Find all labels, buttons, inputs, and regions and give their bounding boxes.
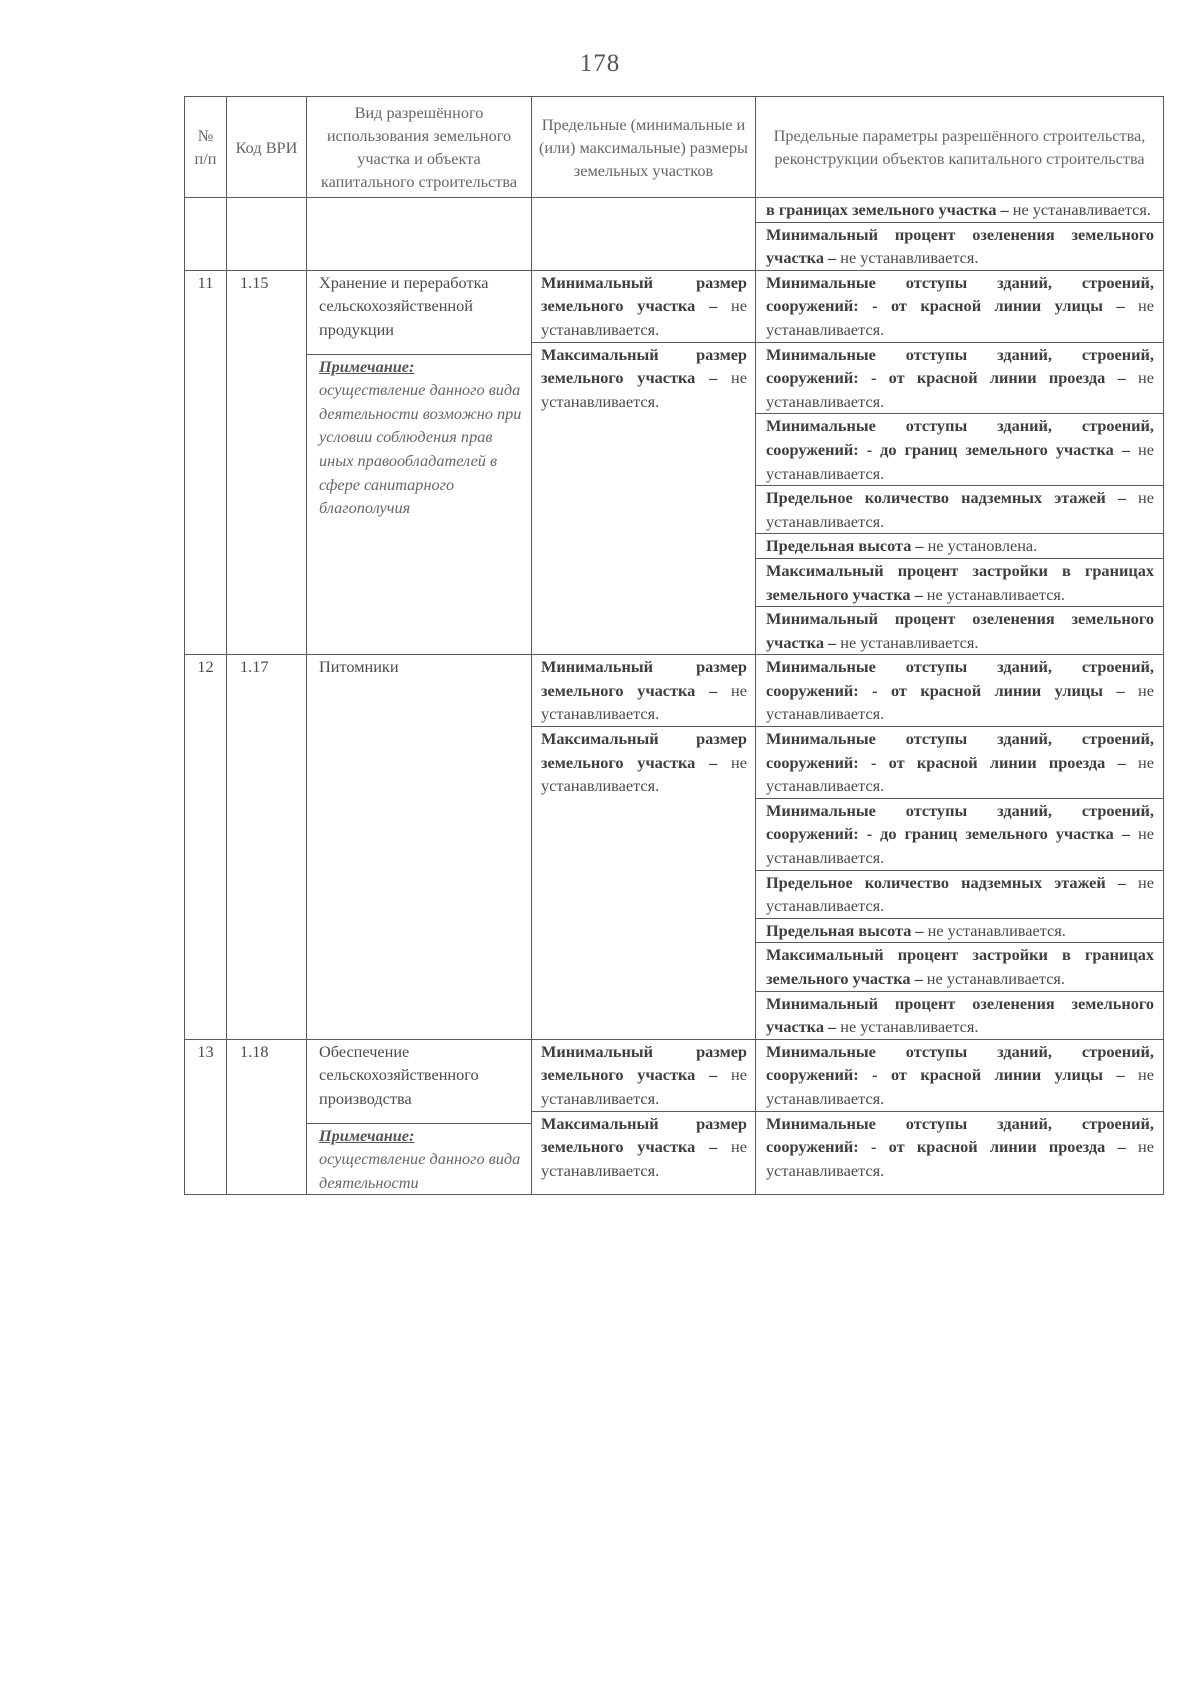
use-block: [319, 271, 525, 342]
size-label: Максимальный размер земельного участка –: [541, 1113, 747, 1157]
cell-code: 1.15: [227, 270, 307, 655]
param-value: не устанавливается.: [836, 632, 979, 652]
cell-num: 13: [185, 1039, 227, 1195]
param-entry: [756, 486, 1163, 534]
param-label: Минимальные отступы зданий, строений, сооружений: - от красной линии проезда –: [766, 1113, 1154, 1157]
cell-use: [307, 1039, 532, 1195]
cell-size: [532, 655, 756, 1040]
header-size: Предельные (минимальные и (или) максимальные) размеры земельных участков: [532, 97, 756, 198]
param-entry: [756, 992, 1163, 1039]
param-entry: [756, 343, 1163, 415]
cell-use: [307, 198, 532, 271]
param-entry: [756, 534, 1163, 559]
use-name: Питомники: [319, 657, 399, 677]
param-value: не устанавливается.: [766, 296, 1154, 339]
size-value: не устанавливается.: [541, 296, 747, 339]
note-text: осуществление данного вида деятельности возможно при условии соблюдения прав иных правообладателей в сфере санитарного благополучия: [319, 380, 522, 518]
param-value: не устанавливается.: [766, 1065, 1154, 1108]
page-number: 178: [579, 50, 621, 77]
cell-params: [756, 655, 1164, 1040]
size-block: [532, 1111, 755, 1183]
table-row: [185, 655, 1164, 1040]
size-label: Максимальный размер земельного участка –: [541, 344, 747, 388]
size-value: не устанавливается.: [541, 680, 747, 724]
cell-use: [307, 655, 532, 1040]
size-block: [532, 342, 755, 414]
table-body: [185, 198, 1164, 1195]
param-value: не устанавливается.: [1008, 200, 1151, 219]
use-name: Хранение и переработка сельскохозяйственной продукции: [319, 272, 489, 339]
header-use: Вид разрешённого использования земельного участка и объекта капитального строительства: [307, 97, 532, 198]
header-code: Код ВРИ: [227, 97, 307, 198]
param-value: не устанавливается.: [766, 872, 1154, 916]
param-label: Предельное количество надземных этажей –: [766, 488, 1126, 508]
param-entry: [756, 414, 1163, 486]
param-entry: [756, 871, 1163, 919]
param-entry: [756, 655, 1163, 727]
cell-params: [756, 198, 1164, 271]
size-label: Максимальный размер земельного участка –: [541, 729, 747, 772]
size-label: Минимальный размер земельного участка –: [541, 272, 747, 316]
cell-num: 12: [185, 655, 227, 1040]
param-value: не установлена.: [923, 536, 1038, 556]
param-label: Предельная высота –: [766, 920, 924, 940]
note-heading: Примечание:: [319, 1125, 415, 1145]
param-value: не устанавливается.: [766, 488, 1154, 531]
size-label: Минимальный размер земельного участка –: [541, 1041, 747, 1085]
param-label: Максимальный процент застройки в границах земельного участка –: [766, 560, 1154, 604]
table-row: [185, 1039, 1164, 1195]
header-params: Предельные параметры разрешённого строительства, реконструкции объектов капитального строительства: [756, 97, 1164, 198]
cell-code: 1.17: [227, 655, 307, 1040]
table-header-row: [185, 97, 1164, 198]
param-label: Минимальные отступы зданий, строений, сооружений: - от красной линии улицы –: [766, 1041, 1154, 1085]
use-name: Обеспечение сельскохозяйственного производства: [319, 1041, 479, 1108]
cell-params: [756, 270, 1164, 655]
table-row: [185, 198, 1164, 271]
param-label: Минимальные отступы зданий, строений, сооружений: - до границ земельного участка –: [766, 416, 1154, 459]
table-row: [185, 270, 1164, 655]
param-label: Минимальные отступы зданий, строений, сооружений: - от красной линии проезда –: [766, 729, 1154, 772]
param-entry: [756, 1112, 1163, 1183]
use-block: [319, 655, 525, 679]
param-entry: [756, 799, 1163, 871]
param-value: не устанавливается.: [766, 680, 1154, 724]
note-heading: Примечание:: [319, 356, 415, 376]
param-label: Минимальный процент озеленения земельного участка –: [766, 609, 1154, 652]
cell-size: [532, 198, 756, 271]
param-label: Минимальные отступы зданий, строений, сооружений: - от красной линии проезда –: [766, 344, 1154, 388]
param-entry: [756, 223, 1163, 270]
header-num: № п/п: [185, 97, 227, 198]
param-entry: [756, 198, 1163, 223]
regulations-table: [184, 96, 1164, 1195]
cell-code: [227, 198, 307, 271]
cell-code: 1.18: [227, 1039, 307, 1195]
cell-size: [532, 1039, 756, 1195]
param-label: Предельная высота –: [766, 536, 924, 556]
cell-num: 11: [185, 270, 227, 655]
param-label: Минимальный процент озеленения земельного участка –: [766, 224, 1154, 268]
size-block: [532, 726, 755, 798]
cell-use: [307, 270, 532, 655]
size-block: [541, 655, 747, 726]
cell-size: [532, 270, 756, 655]
size-value: не устанавливается.: [541, 1137, 747, 1180]
param-label: Минимальные отступы зданий, строений, сооружений: - от красной линии улицы –: [766, 657, 1154, 700]
param-entry: [756, 607, 1163, 654]
size-value: не устанавливается.: [541, 1065, 747, 1108]
size-value: не устанавливается.: [541, 368, 747, 411]
use-block: [319, 1040, 525, 1111]
param-label: Предельное количество надземных этажей –: [766, 872, 1126, 892]
param-entry: [756, 271, 1163, 343]
size-block: [541, 1040, 747, 1111]
size-label: Минимальный размер земельного участка –: [541, 657, 747, 700]
cell-params: [756, 1039, 1164, 1195]
param-label: в границах земельного участка –: [766, 200, 1009, 219]
param-value: не устанавливается.: [922, 969, 1065, 988]
param-value: не устанавливается.: [836, 1017, 979, 1037]
param-value: не устанавливается.: [766, 368, 1154, 411]
param-value: не устанавливается.: [922, 584, 1065, 604]
param-entry: [756, 559, 1163, 607]
param-label: Минимальные отступы зданий, строений, сооружений: - от красной линии улицы –: [766, 272, 1154, 316]
size-block: [541, 271, 747, 342]
param-entry: [756, 919, 1163, 944]
param-entry: [756, 1040, 1163, 1112]
use-block: [307, 354, 531, 520]
param-label: Максимальный процент застройки в границах земельного участка –: [766, 945, 1154, 988]
param-value: не устанавливается.: [923, 920, 1066, 940]
param-entry: [756, 727, 1163, 799]
param-value: не устанавливается.: [766, 1137, 1154, 1180]
param-value: не устанавливается.: [766, 439, 1154, 483]
param-entry: [756, 943, 1163, 991]
param-value: не устанавливается.: [766, 824, 1154, 868]
param-value: не устанавливается.: [766, 752, 1154, 796]
use-block: [307, 1123, 531, 1195]
note-text: осуществление данного вида деятельности: [319, 1149, 521, 1192]
cell-num: [185, 198, 227, 271]
param-label: Минимальный процент озеленения земельного участка –: [766, 993, 1154, 1037]
param-label: Минимальные отступы зданий, строений, сооружений: - до границ земельного участка –: [766, 800, 1154, 844]
param-value: не устанавливается.: [836, 248, 979, 268]
size-value: не устанавливается.: [541, 752, 747, 796]
